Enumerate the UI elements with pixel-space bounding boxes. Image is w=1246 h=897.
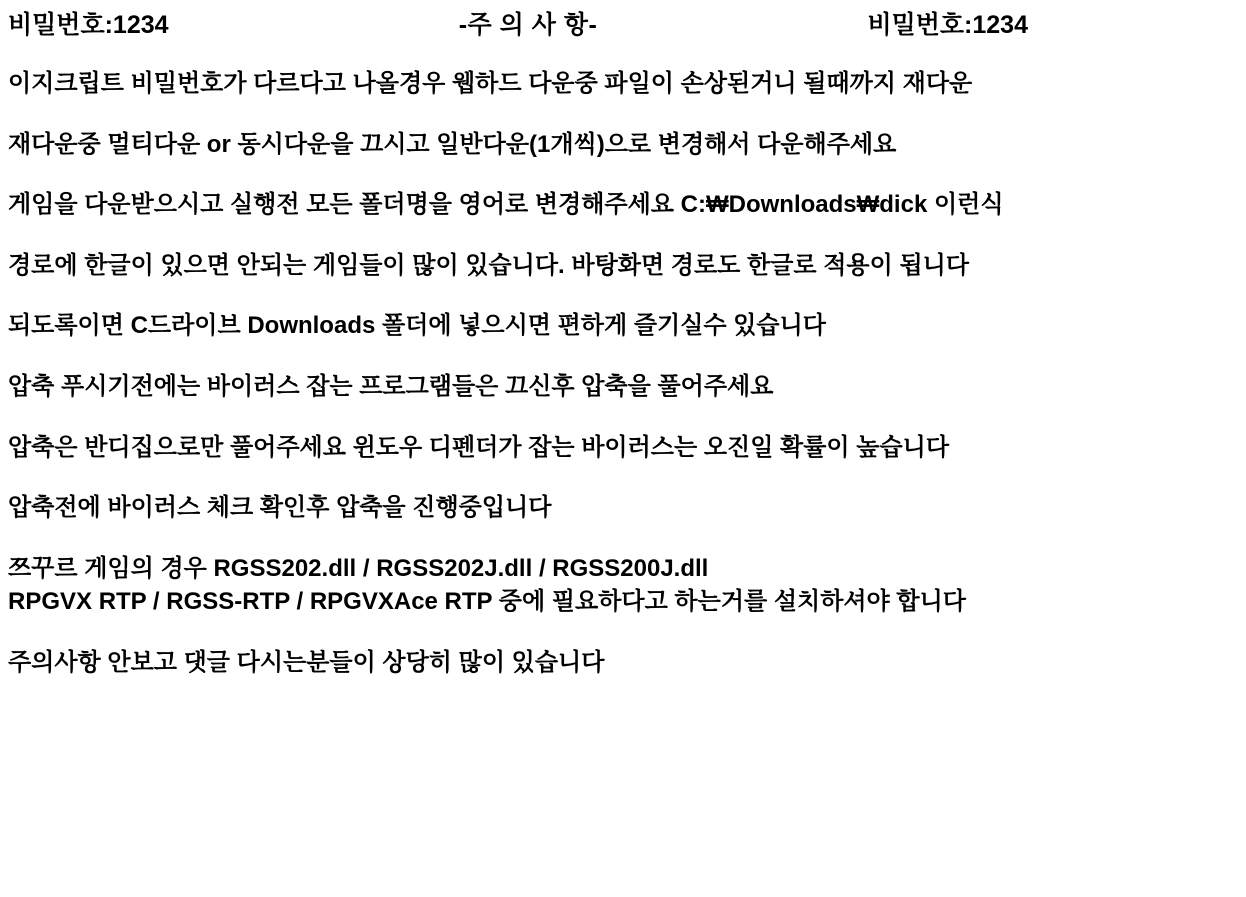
notice-line: 경로에 한글이 있으면 안되는 게임들이 많이 있습니다. 바탕화면 경로도 한글로 적용이 됩니다 xyxy=(8,251,970,279)
notice-line: 되도록이면 C드라이브 Downloads 폴더에 넣으시면 편하게 즐기실수 있습니다 xyxy=(8,312,826,340)
notice-line: 주의사항 안보고 댓글 다시는분들이 상당히 많이 있습니다 xyxy=(8,648,605,676)
notice-line: 압축 푸시기전에는 바이러스 잡는 프로그램들은 끄신후 압축을 풀어주세요 xyxy=(8,372,774,400)
notice-line: 압축은 반디집으로만 풀어주세요 윈도우 디펜더가 잡는 바이러스는 오진일 확률이 높습니다 xyxy=(8,433,950,461)
notice-line: RPGVX RTP / RGSS-RTP / RPGVXAce RTP 중에 필요하다고 하는거를 설치하셔야 합니다 xyxy=(8,588,966,616)
notice-header xyxy=(8,10,1238,40)
password-label-left: 비밀번호:1234 xyxy=(8,11,169,39)
page-title: -주 의 사 항- xyxy=(458,11,598,39)
notice-line: 쯔꾸르 게임의 경우 RGSS202.dll / RGSS202J.dll / RGSS200J.dll xyxy=(8,554,709,582)
password-label-right: 비밀번호:1234 xyxy=(867,11,1028,39)
notice-line: 재다운중 멀티다운 or 동시다운을 끄시고 일반다운(1개씩)으로 변경해서 다운해주세요 xyxy=(8,130,897,158)
notice-line: 이지크립트 비밀번호가 다르다고 나올경우 웹하드 다운중 파일이 손상된거니 될때까지 재다운 xyxy=(8,70,973,97)
notice-line: 압축전에 바이러스 체크 확인후 압축을 진행중입니다 xyxy=(8,494,552,522)
notice-line: 게임을 다운받으시고 실행전 모든 폴더명을 영어로 변경해주세요 C:₩Downloads₩dick 이런식 xyxy=(8,191,1004,219)
notice-body xyxy=(8,70,1238,677)
